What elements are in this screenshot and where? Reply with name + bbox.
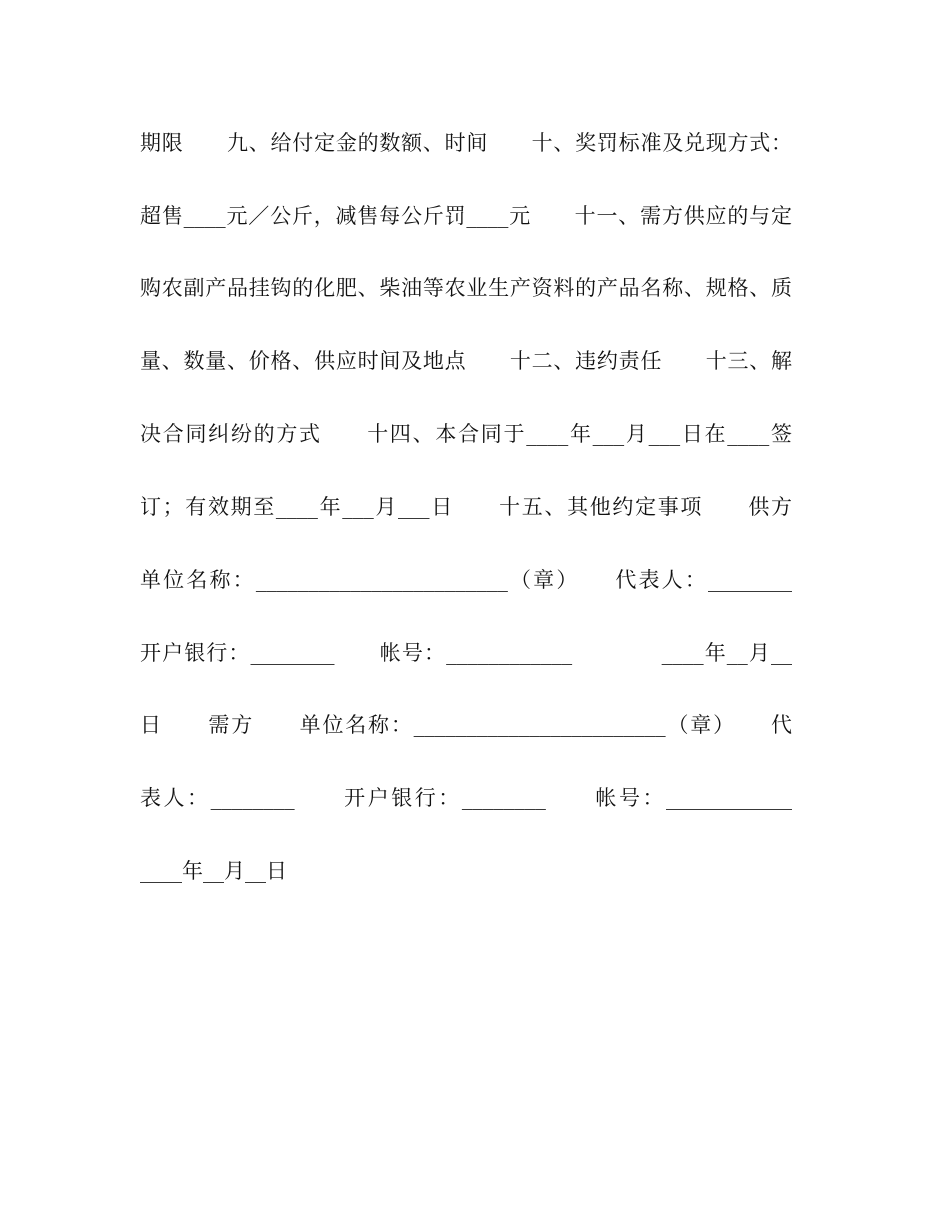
text-line: 表人：________ 开户银行：________ 帐号：____________ bbox=[140, 786, 792, 810]
text-line: 开户银行：________ 帐号：____________ ____年__月__ bbox=[140, 641, 792, 665]
text-line: 量、数量、价格、供应时间及地点 十二、违约责任 十三、解 bbox=[140, 349, 792, 373]
text-line: 期限 九、给付定金的数额、时间 十、奖罚标准及兑现方式： bbox=[140, 131, 792, 155]
text-line: 订；有效期至____年___月___日 十五、其他约定事项 供方 bbox=[140, 495, 792, 519]
text-line: ____年__月__日 bbox=[140, 859, 287, 883]
text-line: 单位名称：________________________（章） 代表人：________ bbox=[140, 568, 792, 592]
text-line: 决合同纠纷的方式 十四、本合同于____年___月___日在____签 bbox=[140, 422, 792, 446]
text-line: 超售____元／公斤，减售每公斤罚____元 十一、需方供应的与定 bbox=[140, 204, 792, 228]
text-line: 购农副产品挂钩的化肥、柴油等农业生产资料的产品名称、规格、质 bbox=[140, 276, 792, 300]
text-line: 日 需方 单位名称：________________________（章） 代 bbox=[140, 713, 792, 737]
